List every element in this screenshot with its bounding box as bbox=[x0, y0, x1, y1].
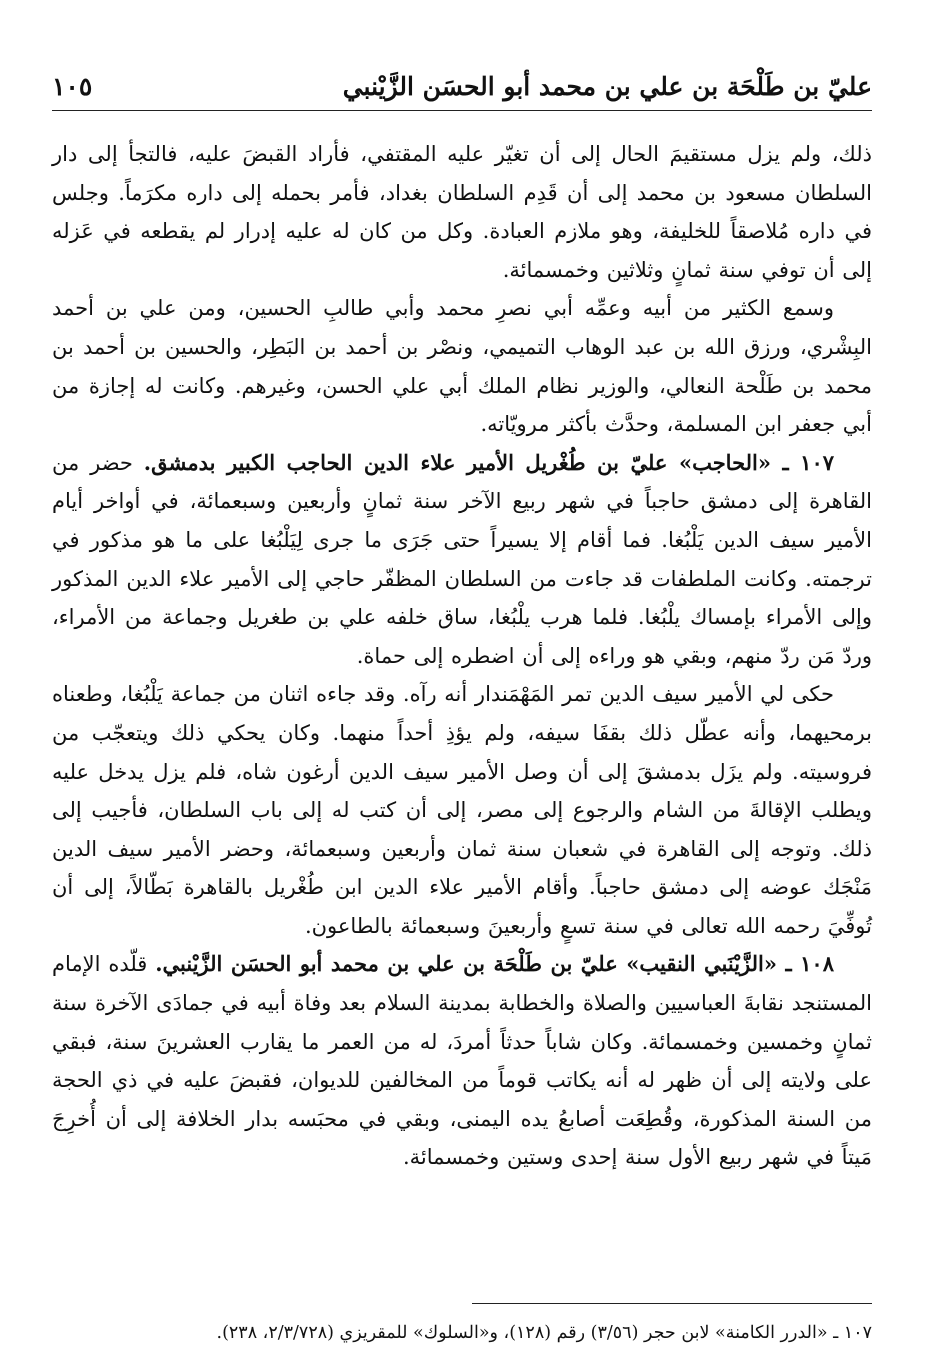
footnote: ١٠٧ ـ «الدرر الكامنة» لابن حجر (٣/٥٦) رقم (١٢٨)، و«السلوك» للمقريزي (٢/٣/٧٢٨، ٢٣٨). bbox=[216, 1323, 872, 1343]
page-number: ١٠٥ bbox=[52, 71, 93, 101]
paragraph-hearing bbox=[52, 289, 872, 443]
paragraph-text: قلّده الإمام المستنجد نقابةَ العباسيين والصلاة والخطابة بمدينة السلام بعد وفاة أبيه في جمادَى الآخرة سنة ثمانٍ وخمسين وخمسمائة. وكان شاباً حدثاً أمردَ، له من العمر ما يقارب العشرينَ سنة، فبقي على ولايته إلى أن ظهر له أنه يكاتب قوماً من المخالفين للديوان، فقبضَ عليه في ذي الحجة من السنة المذكورة، وقُطِعَت أصابعُ يده اليمنى، وبقي في محبَسه بدار الخلافة إلى أن أُخرِجَ مَيتاً في شهر ربيع الأول سنة إحدى وستين وخمسمائة. bbox=[52, 952, 872, 1170]
entry-107 bbox=[52, 444, 872, 676]
page-header bbox=[52, 62, 872, 111]
paragraph-anecdote bbox=[52, 675, 872, 945]
running-title: عليّ بن طَلْحَة بن علي بن محمد أبو الحسَن الزَّيْنبي bbox=[342, 71, 872, 101]
entry-heading: ١٠٨ ـ «الزَّيْنَبي النقيب» عليّ بن طَلْحَة بن علي بن محمد أبو الحسَن الزَّيْنبي. bbox=[155, 951, 834, 977]
entry-108 bbox=[52, 945, 872, 1177]
paragraph-text: ذلك، ولم يزل مستقيمَ الحال إلى أن تغيّر عليه المقتفي، فأراد القبضَ عليه، فالتجأ إلى دار السلطان مسعود بن محمد إلى أن قَدِم السلطان بغداد، فأمر بحمله إلى داره مكرَماً. وجلس في داره مُلاصقاً للخليفة، وهو ملازم العبادة. وكل من كان له عليه إدرار لم يقطعه في عَزله إلى أن توفي سنة ثمانٍ وثلاثين وخمسمائة. bbox=[52, 142, 872, 282]
main-text bbox=[52, 135, 872, 1177]
footnote-divider bbox=[472, 1303, 872, 1304]
paragraph-text: وسمع الكثير من أبيه وعمِّه أبي نصرِ محمد وأبي طالبِ الحسين، ومن علي بن أحمد البِشْري، ورزق الله بن عبد الوهاب التميمي، ونصْر بن أحمد بن البَطِر، والحسين بن أحمد بن محمد بن طَلْحة النعالي، والوزير نظام الملك أبي علي الحسن، وغيرهم. وكانت له إجازة من أبي جعفر ابن المسلمة، وحدَّث بأكثر مرويّاته. bbox=[52, 296, 872, 437]
paragraph-continuation bbox=[52, 135, 872, 289]
paragraph-text: حكى لي الأمير سيف الدين تمر المَهْمَندار أنه رآه. وقد جاءه اثنان من جماعة يَلْبُغا، وطعناه برمحيهما، وأنه عطّل ذلك بقفَا سيفه، ولم يؤذِ أحداً منهما. وكان يحكي ذلك ويتعجّب من فروسيته. ولم يزَل بدمشقَ إلى أن وصل الأمير سيف الدين أرغون شاه، فلم يزل يدخل عليه ويطلب الإقالةَ من الشام والرجوع إلى مصر، إلى أن كتب له إلى باب السلطان، فأجيب إلى ذلك. وتوجه إلى القاهرة في شعبان سنة ثمان وأربعين وسبعمائة، وحضر الأمير سيف الدين مَنْجَك عوضه إلى دمشق حاجباً. وأقام الأمير علاء الدين ابن طُغْريل بالقاهرة بَطّالاً، إلى أن تُوفِّيَ رحمه الله تعالى في سنة تسعٍ وأربعينَ وسبعمائة بالطاعون. bbox=[52, 682, 872, 938]
entry-heading: ١٠٧ ـ «الحاجب» عليّ بن طُغْريل الأمير علاء الدين الحاجب الكبير بدمشق. bbox=[143, 449, 835, 475]
paragraph-text: حضر من القاهرة إلى دمشق حاجباً في شهر ربيع الآخر سنة ثمانٍ وأربعين وسبعمائة، في أواخر أيام الأمير سيف الدين يَلْبُغا. فما أقام إلا يسيراً حتى جَرَى ما جرى لِيَلْبُغا على ما هو مذكور في ترجمته. وكانت الملطفات قد جاءت من السلطان المظفّر حاجي إلى الأمير علاء الدين المذكور وإلى الأمراء بإمساك يلْبُغا. فلما هرب يلْبُغا، ساق خلفه علي بن طغريل وجماعة من الأمراء، وردّ مَن ردّ منهم، وبقي هو وراءه إلى أن اضطره إلى حماة. bbox=[52, 450, 872, 668]
